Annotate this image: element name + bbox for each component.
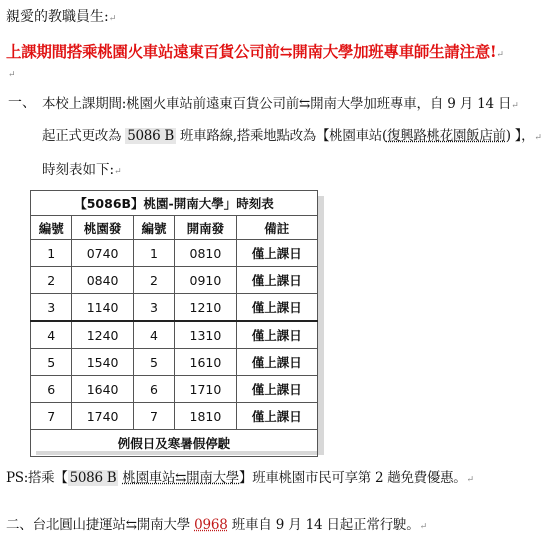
table-row	[31, 376, 318, 403]
paragraph-mark: ↵	[466, 475, 474, 485]
cell: 5	[31, 349, 72, 376]
table-row	[31, 349, 318, 376]
table-row	[31, 267, 318, 294]
timetable-caption: 【5086B】桃園-開南大學」時刻表	[31, 191, 318, 216]
section-1-number: 一、	[8, 95, 36, 111]
header-cell: 開南發	[175, 216, 236, 240]
section-1-line-2-b: 班車路線,搭乘地點改為【桃園車站(	[179, 128, 387, 144]
cell: 1810	[175, 403, 236, 430]
ps-a: PS:搭乘【	[6, 470, 68, 486]
cell: 1540	[72, 349, 133, 376]
paragraph-mark: ↵	[114, 167, 122, 177]
cell: 7	[31, 403, 72, 430]
cell: 5	[133, 349, 174, 376]
section-1-line-3	[42, 158, 122, 178]
paragraph-mark: ↵	[419, 522, 427, 532]
cell: 1240	[72, 321, 133, 349]
section-2-b: 班車自 9 月 14 日起正常行駛。	[231, 517, 420, 533]
cell: 6	[133, 376, 174, 403]
cell: 1610	[175, 349, 236, 376]
cell: 0840	[72, 267, 133, 294]
cell: 6	[31, 376, 72, 403]
section-2-a: 二、台北圓山捷運站⇆開南大學	[6, 517, 191, 533]
route-code-highlight: 5086 B	[127, 128, 174, 144]
paragraph-mark: ↵	[511, 101, 519, 111]
cell: 3	[133, 294, 174, 322]
paragraph-mark: ↵	[496, 50, 504, 60]
ps-route-name: 桃園車站⇆開南大學	[122, 470, 239, 486]
header-cell: 編號	[133, 216, 174, 240]
cell: 僅上課日	[236, 349, 317, 376]
header-cell: 編號	[31, 216, 72, 240]
cell: 1640	[72, 376, 133, 403]
section-1-line-2-c: ) 】，	[505, 128, 535, 144]
cell: 0910	[175, 267, 236, 294]
cell: 1140	[72, 294, 133, 322]
cell: 1	[31, 240, 72, 267]
cell: 2	[31, 267, 72, 294]
paragraph-mark: ↵	[534, 133, 542, 143]
paragraph-mark: ↵	[108, 14, 117, 24]
section-1-line-2-a: 起正式更改為	[42, 128, 122, 144]
section-1-line-1-text: 本校上課期間:桃園火車站前遠東百貨公司前⇆開南大學加班專車，自 9 月 14 日	[42, 96, 512, 112]
cell: 0810	[175, 240, 236, 267]
section-1-line-1	[42, 92, 519, 112]
cell: 7	[133, 403, 174, 430]
section-1-line-2	[42, 124, 542, 144]
header-cell: 備註	[236, 216, 317, 240]
ps-c: 】班車桃園市民可享第 2 趟免費優惠。	[239, 470, 467, 486]
cell: 1310	[175, 321, 236, 349]
greeting-text: 親愛的教職員生:	[6, 9, 109, 25]
cell: 僅上課日	[236, 376, 317, 403]
cell: 僅上課日	[236, 240, 317, 267]
cell: 2	[133, 267, 174, 294]
cell: 4	[31, 321, 72, 349]
pickup-location: 復興路桃花園飯店前	[386, 128, 506, 144]
cell: 0740	[72, 240, 133, 267]
table-shadow-right	[318, 196, 324, 454]
cell: 4	[133, 321, 174, 349]
cell: 1	[133, 240, 174, 267]
timetable-footer: 例假日及寒暑假停駛	[31, 430, 318, 457]
cell: 1740	[72, 403, 133, 430]
table-row	[31, 294, 318, 322]
header-cell: 桃園發	[72, 216, 133, 240]
section-2-route-code: 0968	[194, 517, 228, 533]
greeting	[6, 6, 116, 26]
cell: 僅上課日	[236, 321, 317, 349]
cell: 僅上課日	[236, 294, 317, 322]
ps-note	[6, 466, 474, 486]
section-2	[6, 513, 427, 533]
cell: 3	[31, 294, 72, 322]
ps-route-code: 5086 B	[69, 470, 117, 486]
cell: 1710	[175, 376, 236, 403]
headline-text: 上課期間搭乘桃園火車站遠東百貨公司前⇆開南大學加班專車師生請注意!	[6, 42, 497, 61]
cell: 1210	[175, 294, 236, 322]
table-row	[31, 240, 318, 267]
headline	[6, 40, 504, 62]
timetable	[30, 190, 318, 457]
cell: 僅上課日	[236, 403, 317, 430]
empty-paragraph-mark: ↵	[8, 70, 16, 80]
table-row	[31, 403, 318, 430]
section-1-line-3-text: 時刻表如下:	[42, 162, 115, 178]
cell: 僅上課日	[236, 267, 317, 294]
table-row	[31, 321, 318, 349]
